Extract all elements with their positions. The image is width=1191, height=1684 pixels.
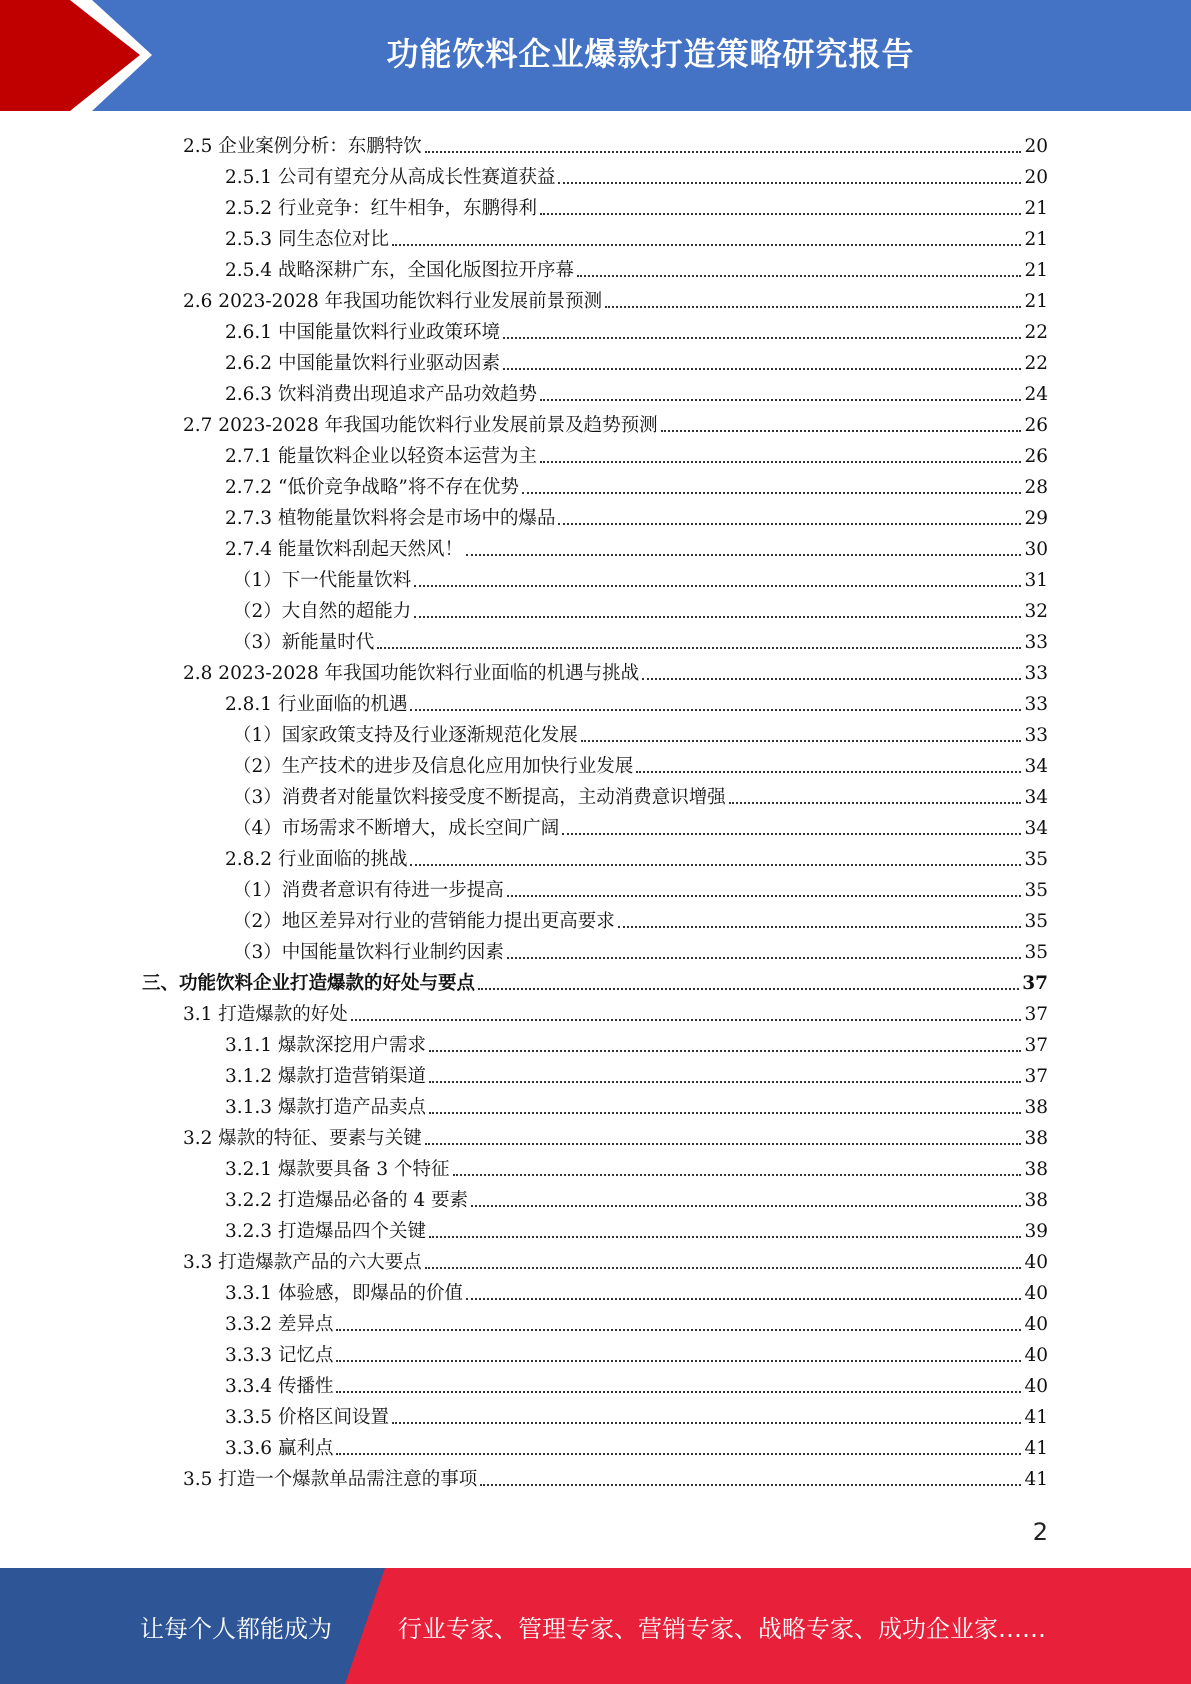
toc-dot-leader	[336, 1359, 1021, 1362]
toc-dot-leader	[429, 1111, 1021, 1114]
toc-entry-label: （3）中国能量饮料行业制约因素	[233, 942, 504, 963]
toc-dot-leader	[466, 553, 1021, 556]
toc-entry[interactable]	[225, 252, 1048, 283]
toc-entry-page: 40	[1024, 1252, 1048, 1273]
toc-entry-label: 2.5.2 行业竞争：红牛相争，东鹏得利	[225, 198, 537, 219]
toc-dot-leader	[466, 1297, 1021, 1300]
toc-dot-leader	[414, 615, 1021, 618]
toc-entry[interactable]	[183, 128, 1048, 159]
toc-entry-label: 3.1.1 爆款深挖用户需求	[225, 1035, 426, 1056]
toc-entry-label: （3）新能量时代	[233, 632, 375, 653]
toc-dot-leader	[392, 1421, 1021, 1424]
toc-entry-label: 3.3.3 记忆点	[225, 1345, 334, 1366]
toc-dot-leader	[636, 770, 1021, 773]
toc-entry-label: 2.6.3 饮料消费出现追求产品功效趋势	[225, 384, 537, 405]
toc-entry-label: 3.3 打造爆款产品的六大要点	[183, 1252, 422, 1273]
toc-entry-label: 3.1 打造爆款的好处	[183, 1004, 348, 1025]
toc-dot-leader	[581, 739, 1022, 742]
toc-dot-leader	[642, 677, 1021, 680]
toc-dot-leader	[558, 522, 1021, 525]
toc-entry[interactable]	[233, 903, 1048, 934]
toc-entry-label: 2.6.2 中国能量饮料行业驱动因素	[225, 353, 500, 374]
toc-entry-page: 34	[1024, 787, 1048, 808]
toc-entry-label: 3.2.2 打造爆品必备的 4 要素	[225, 1190, 468, 1211]
toc-entry-page: 33	[1024, 663, 1048, 684]
toc-dot-leader	[410, 863, 1021, 866]
toc-dot-leader	[392, 243, 1021, 246]
toc-entry[interactable]	[183, 1244, 1048, 1275]
toc-entry[interactable]	[233, 810, 1048, 841]
toc-dot-leader	[503, 336, 1021, 339]
toc-dot-leader	[503, 367, 1021, 370]
toc-entry[interactable]	[233, 872, 1048, 903]
toc-dot-leader	[507, 894, 1022, 897]
footer-slogan-left: 让每个人都能成为	[140, 1614, 332, 1643]
toc-entry-label: 2.6 2023-2028 年我国功能饮料行业发展前景预测	[183, 291, 603, 312]
toc-entry-page: 38	[1024, 1190, 1048, 1211]
toc-dot-leader	[429, 1049, 1021, 1052]
toc-entry[interactable]	[225, 1213, 1048, 1244]
toc-entry-page: 39	[1024, 1221, 1048, 1242]
toc-entry[interactable]	[233, 779, 1048, 810]
toc-entry-label: 3.3.2 差异点	[225, 1314, 334, 1335]
toc-entry-label: 三、功能饮料企业打造爆款的好处与要点	[142, 973, 476, 994]
toc-entry-page: 41	[1024, 1438, 1048, 1459]
toc-entry-page: 21	[1024, 198, 1048, 219]
toc-dot-leader	[471, 1204, 1021, 1207]
toc-dot-leader	[618, 925, 1022, 928]
toc-entry[interactable]	[183, 655, 1048, 686]
toc-entry-label: （1）国家政策支持及行业逐渐规范化发展	[233, 725, 578, 746]
toc-entry-label: （2）地区差异对行业的营销能力提出更高要求	[233, 911, 615, 932]
toc-dot-leader	[729, 801, 1022, 804]
toc-entry-page: 35	[1024, 942, 1048, 963]
toc-entry-label: 3.1.3 爆款打造产品卖点	[225, 1097, 426, 1118]
toc-entry-page: 32	[1024, 601, 1048, 622]
toc-entry-page: 35	[1024, 880, 1048, 901]
toc-entry-label: 3.2 爆款的特征、要素与关键	[183, 1128, 422, 1149]
toc-dot-leader	[425, 1142, 1022, 1145]
toc-entry-label: （3）消费者对能量饮料接受度不断提高，主动消费意识增强	[233, 787, 726, 808]
toc-entry[interactable]	[183, 407, 1048, 438]
toc-entry-label: 2.7.2 “低价竞争战略”将不存在优势	[225, 477, 519, 498]
toc-entry[interactable]	[225, 1399, 1048, 1430]
toc-entry[interactable]	[225, 345, 1048, 376]
toc-entry[interactable]	[225, 686, 1048, 717]
toc-entry-page: 37	[1024, 1004, 1048, 1025]
toc-dot-leader	[540, 212, 1021, 215]
toc-entry-page: 37	[1022, 973, 1048, 994]
toc-entry[interactable]	[183, 996, 1048, 1027]
page-number: 2	[1032, 1518, 1048, 1546]
toc-dot-leader	[558, 181, 1021, 184]
toc-dot-leader	[577, 274, 1021, 277]
toc-entry[interactable]	[225, 221, 1048, 252]
toc-dot-leader	[540, 460, 1021, 463]
toc-entry-page: 41	[1024, 1407, 1048, 1428]
toc-entry[interactable]	[225, 159, 1048, 190]
toc-entry-label: 2.7.1 能量饮料企业以轻资本运营为主	[225, 446, 537, 467]
toc-entry-page: 33	[1024, 694, 1048, 715]
toc-entry[interactable]	[225, 1337, 1048, 1368]
toc-entry-label: 3.1.2 爆款打造营销渠道	[225, 1066, 426, 1087]
page-footer	[0, 1568, 1191, 1684]
toc-entry[interactable]	[183, 1461, 1048, 1492]
toc-entry-label: （2）生产技术的进步及信息化应用加快行业发展	[233, 756, 634, 777]
toc-entry-label: （1）消费者意识有待进一步提高	[233, 880, 504, 901]
toc-entry-label: 2.8.1 行业面临的机遇	[225, 694, 408, 715]
toc-entry[interactable]	[225, 1182, 1048, 1213]
toc-entry-page: 40	[1024, 1283, 1048, 1304]
toc-entry-page: 26	[1024, 415, 1048, 436]
toc-entry[interactable]	[225, 190, 1048, 221]
toc-dot-leader	[605, 305, 1021, 308]
toc-entry[interactable]	[233, 624, 1048, 655]
toc-entry-page: 33	[1024, 632, 1048, 653]
toc-entry[interactable]	[225, 1089, 1048, 1120]
toc-dot-leader	[429, 1080, 1021, 1083]
toc-entry-label: （1）下一代能量饮料	[233, 570, 412, 591]
toc-dot-leader	[351, 1018, 1022, 1021]
toc-entry[interactable]	[233, 562, 1048, 593]
toc-dot-leader	[414, 584, 1021, 587]
toc-entry[interactable]	[225, 1275, 1048, 1306]
toc-entry[interactable]	[225, 1058, 1048, 1089]
toc-entry[interactable]	[233, 717, 1048, 748]
toc-entry[interactable]	[233, 593, 1048, 624]
toc-entry-label: 3.3.4 传播性	[225, 1376, 334, 1397]
toc-entry-page: 21	[1024, 291, 1048, 312]
toc-entry-page: 40	[1024, 1345, 1048, 1366]
toc-entry-page: 37	[1024, 1035, 1048, 1056]
toc-entry[interactable]	[225, 1368, 1048, 1399]
toc-dot-leader	[377, 646, 1021, 649]
toc-entry[interactable]	[225, 376, 1048, 407]
toc-entry[interactable]	[225, 1027, 1048, 1058]
toc-entry-label: 2.8.2 行业面临的挑战	[225, 849, 408, 870]
footer-slogan-right: 行业专家、管理专家、营销专家、战略专家、成功企业家……	[398, 1614, 1046, 1643]
page-header	[0, 0, 1191, 111]
toc-entry-page: 35	[1024, 911, 1048, 932]
toc-entry[interactable]	[225, 1306, 1048, 1337]
toc-entry[interactable]	[142, 965, 1048, 996]
toc-entry-page: 35	[1024, 849, 1048, 870]
toc-dot-leader	[425, 1266, 1022, 1269]
toc-entry-page: 28	[1024, 477, 1048, 498]
toc-entry-label: 2.8 2023-2028 年我国功能饮料行业面临的机遇与挑战	[183, 663, 640, 684]
toc-entry[interactable]	[183, 1120, 1048, 1151]
toc-entry[interactable]	[233, 748, 1048, 779]
toc-entry[interactable]	[225, 438, 1048, 469]
toc-entry-page: 26	[1024, 446, 1048, 467]
toc-entry-label: 2.7.4 能量饮料刮起天然风！	[225, 539, 463, 560]
toc-dot-leader	[480, 1483, 1021, 1486]
toc-entry-label: 3.3.6 赢利点	[225, 1438, 334, 1459]
toc-entry-page: 21	[1024, 260, 1048, 281]
toc-dot-leader	[425, 150, 1022, 153]
toc-entry-label: 3.5 打造一个爆款单品需注意的事项	[183, 1469, 478, 1490]
toc-entry-label: 3.2.1 爆款要具备 3 个特征	[225, 1159, 450, 1180]
toc-entry-label: 2.5.4 战略深耕广东，全国化版图拉开序幕	[225, 260, 574, 281]
toc-entry-page: 37	[1024, 1066, 1048, 1087]
toc-entry[interactable]	[225, 500, 1048, 531]
toc-entry[interactable]	[225, 1430, 1048, 1461]
toc-entry-page: 31	[1024, 570, 1048, 591]
toc-entry-page: 22	[1024, 353, 1048, 374]
toc-dot-leader	[336, 1328, 1021, 1331]
toc-entry[interactable]	[225, 1151, 1048, 1182]
toc-entry[interactable]	[225, 841, 1048, 872]
toc-entry-page: 38	[1024, 1128, 1048, 1149]
toc-dot-leader	[410, 708, 1021, 711]
toc-entry-label: 3.2.3 打造爆品四个关键	[225, 1221, 426, 1242]
toc-entry-label: 2.5 企业案例分析：东鹏特饮	[183, 136, 422, 157]
toc-entry-page: 33	[1024, 725, 1048, 746]
toc-entry-page: 30	[1024, 539, 1048, 560]
toc-dot-leader	[540, 398, 1021, 401]
toc-entry-page: 34	[1024, 818, 1048, 839]
report-title: 功能饮料企业爆款打造策略研究报告	[386, 35, 915, 73]
toc-dot-leader	[507, 956, 1022, 959]
toc-entry-page: 34	[1024, 756, 1048, 777]
toc-entry-label: 2.5.1 公司有望充分从高成长性赛道获益	[225, 167, 556, 188]
toc-dot-leader	[522, 491, 1022, 494]
toc-entry[interactable]	[225, 469, 1048, 500]
toc-dot-leader	[478, 987, 1019, 990]
toc-entry-label: 2.5.3 同生态位对比	[225, 229, 389, 250]
toc-entry-label: 2.7 2023-2028 年我国功能饮料行业发展前景及趋势预测	[183, 415, 658, 436]
toc-entry-page: 40	[1024, 1314, 1048, 1335]
toc-entry-page: 29	[1024, 508, 1048, 529]
toc-entry[interactable]	[183, 283, 1048, 314]
toc-dot-leader	[562, 832, 1021, 835]
toc-entry-label: 2.6.1 中国能量饮料行业政策环境	[225, 322, 500, 343]
toc-entry-page: 22	[1024, 322, 1048, 343]
toc-entry[interactable]	[225, 314, 1048, 345]
toc-entry-page: 24	[1024, 384, 1048, 405]
toc-entry-page: 38	[1024, 1097, 1048, 1118]
toc-dot-leader	[336, 1390, 1021, 1393]
toc-entry[interactable]	[233, 934, 1048, 965]
toc-dot-leader	[429, 1235, 1021, 1238]
toc-entry-page: 40	[1024, 1376, 1048, 1397]
toc-entry[interactable]	[225, 531, 1048, 562]
toc-entry-page: 20	[1024, 167, 1048, 188]
toc-entry-label: （2）大自然的超能力	[233, 601, 412, 622]
toc-dot-leader	[336, 1452, 1021, 1455]
toc-entry-page: 38	[1024, 1159, 1048, 1180]
toc-entry-label: 3.3.5 价格区间设置	[225, 1407, 389, 1428]
toc-entry-label: （4）市场需求不断增大，成长空间广阔	[233, 818, 560, 839]
toc-dot-leader	[453, 1173, 1022, 1176]
toc-entry-page: 41	[1024, 1469, 1048, 1490]
toc-entry-page: 20	[1024, 136, 1048, 157]
toc-entry-label: 2.7.3 植物能量饮料将会是市场中的爆品	[225, 508, 556, 529]
toc-entry-page: 21	[1024, 229, 1048, 250]
toc-dot-leader	[661, 429, 1022, 432]
toc-entry-label: 3.3.1 体验感，即爆品的价值	[225, 1283, 463, 1304]
